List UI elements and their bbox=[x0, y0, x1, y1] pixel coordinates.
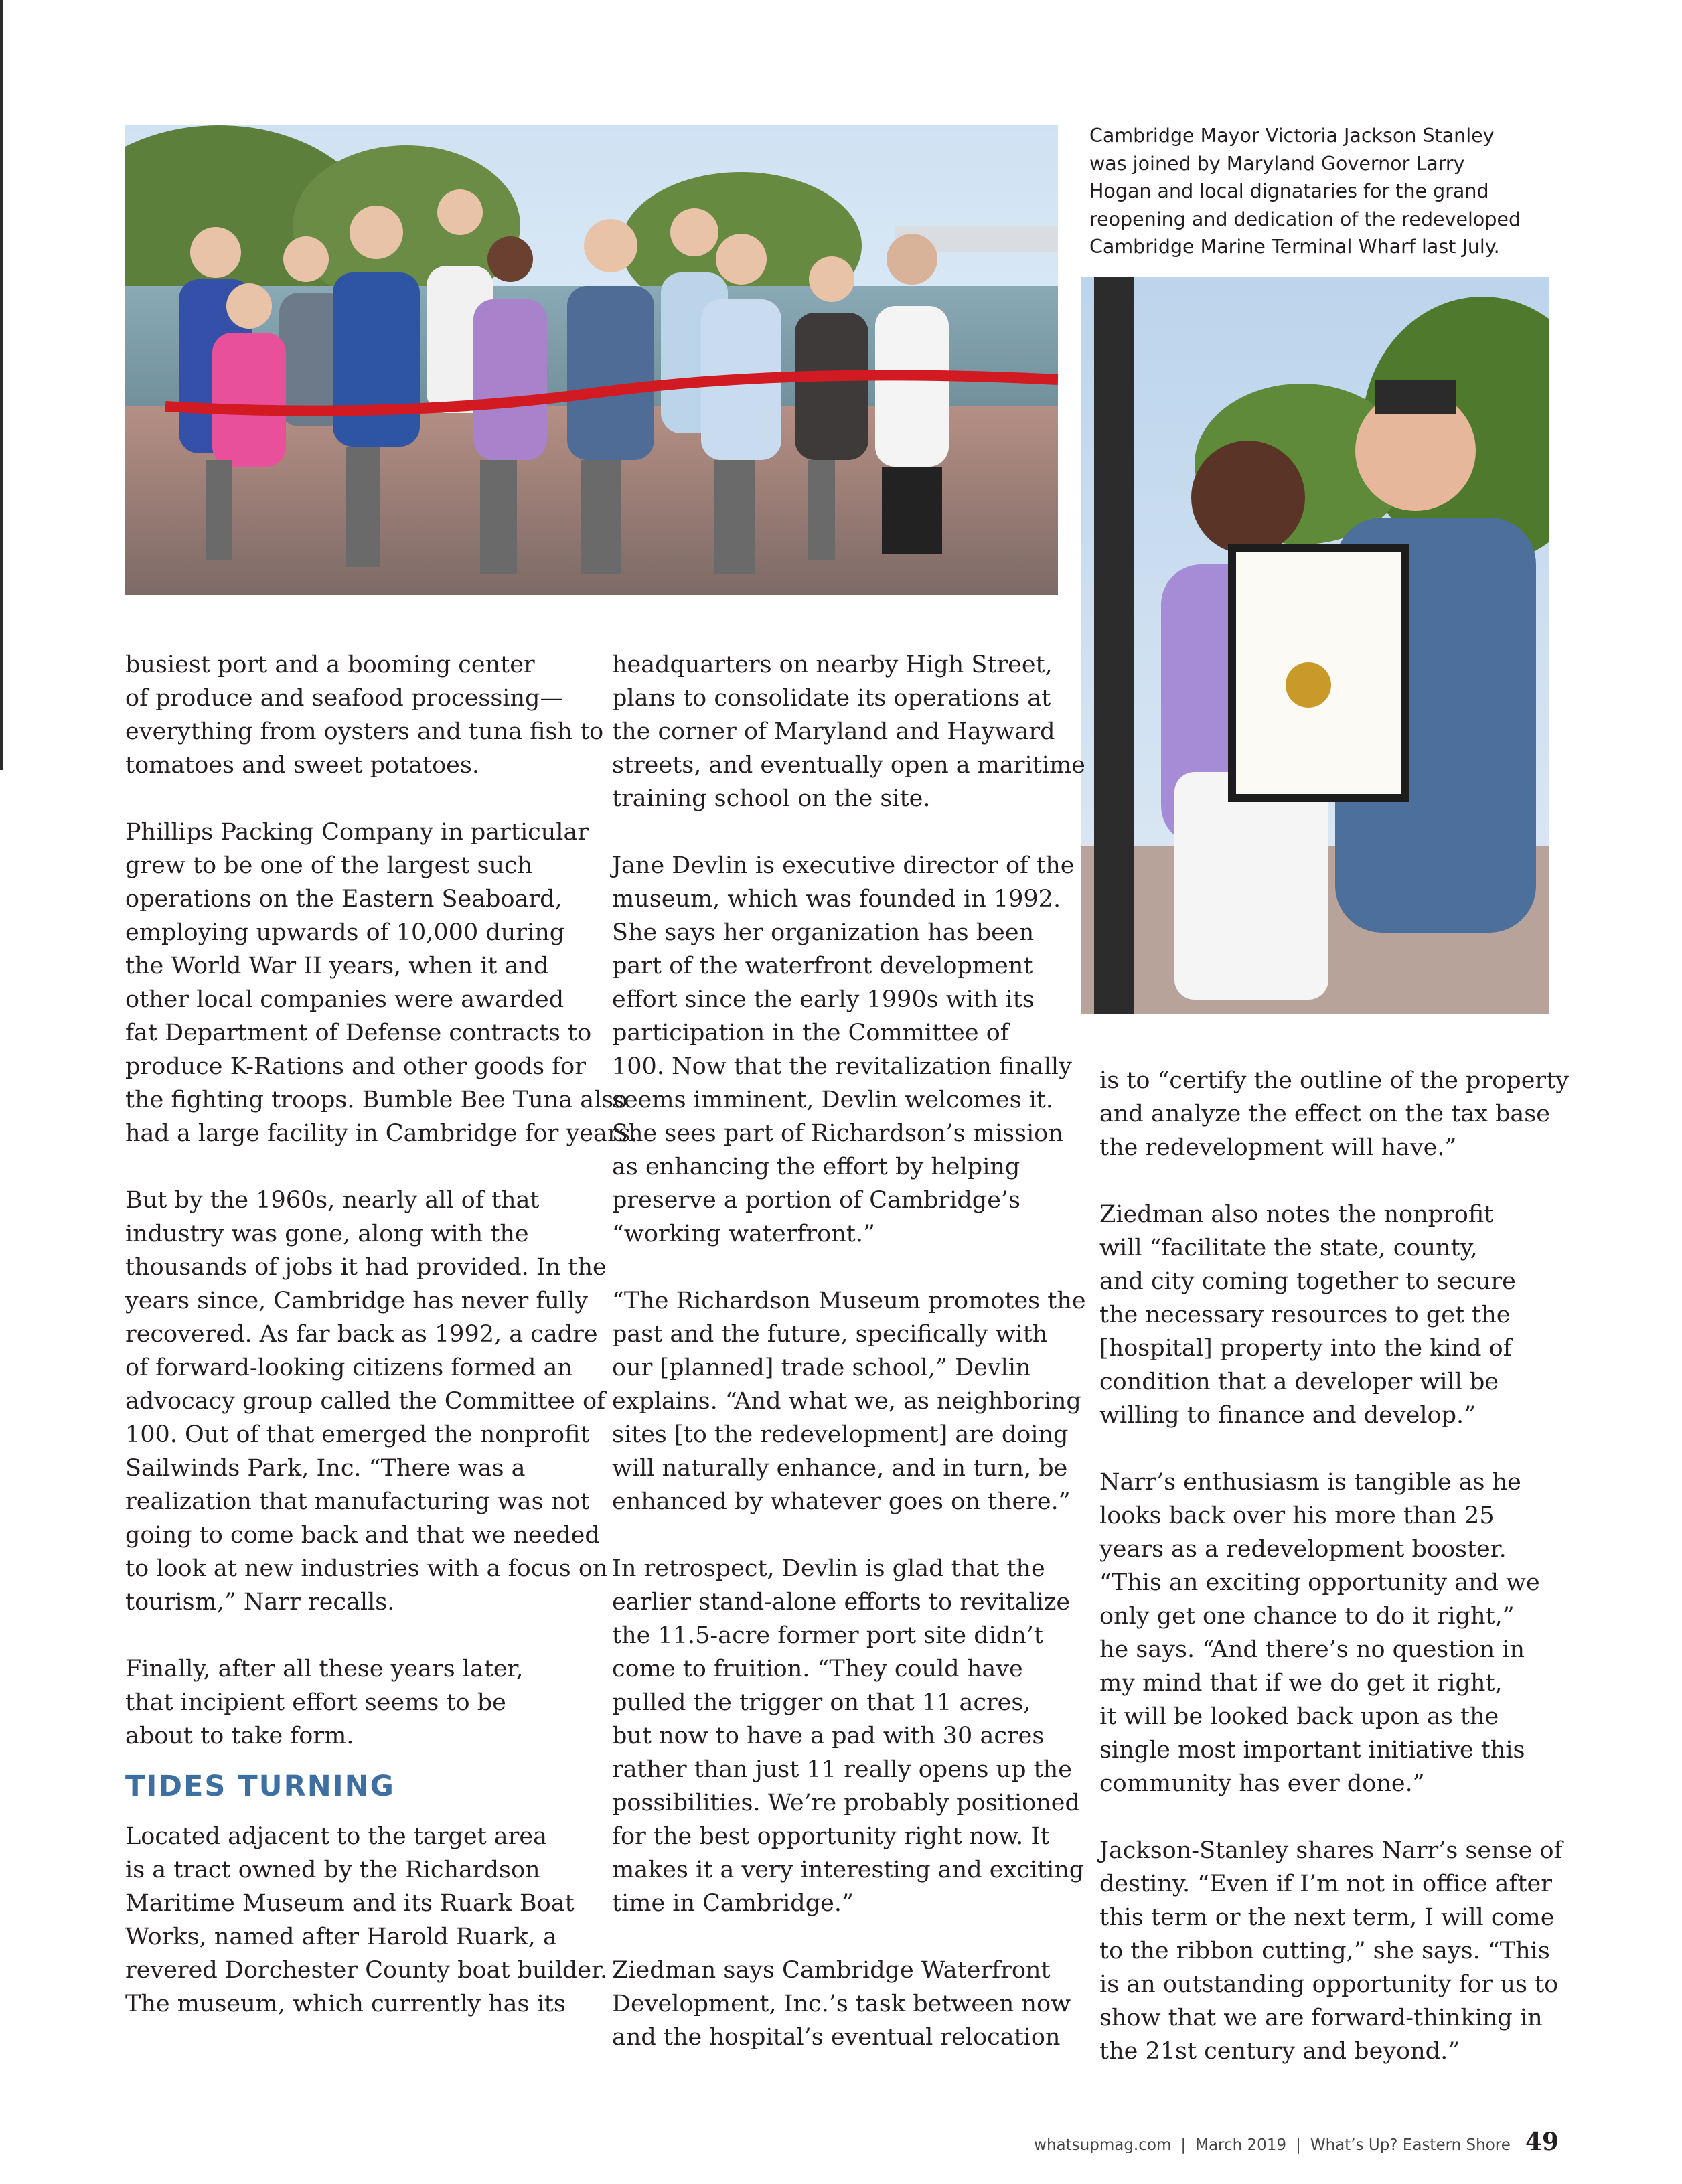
text-line: [hospital] property into the kind of bbox=[1099, 1335, 1512, 1362]
paragraph bbox=[1099, 1198, 1569, 1432]
text-line: my mind that if we do get it right, bbox=[1099, 1670, 1503, 1697]
text-line: 100. Out of that emerged the nonprofit bbox=[125, 1421, 590, 1448]
paragraph bbox=[612, 1552, 1086, 1920]
text-line: everything from oysters and tuna fish to bbox=[125, 718, 604, 745]
text-line: that incipient effort seems to be bbox=[125, 1689, 506, 1716]
paragraph bbox=[612, 648, 1086, 815]
text-line: looks back over his more than 25 bbox=[1099, 1502, 1495, 1529]
text-line: makes it a very interesting and exciting bbox=[612, 1857, 1085, 1883]
text-line: to the ribbon cutting,” she says. “This bbox=[1099, 1938, 1550, 1964]
text-line: realization that manufacturing was not bbox=[125, 1488, 590, 1515]
text-line: Located adjacent to the target area bbox=[125, 1823, 547, 1850]
text-line: 100. Now that the revitalization finally bbox=[612, 1053, 1072, 1080]
text-line: The museum, which currently has its bbox=[125, 1991, 566, 2017]
paragraph bbox=[612, 1284, 1086, 1518]
text-line: Phillips Packing Company in particular bbox=[125, 819, 589, 846]
footer-issue: March 2019 bbox=[1195, 2136, 1287, 2154]
text-line: the 11.5-acre former port site didn’t bbox=[612, 1622, 1043, 1649]
text-line: advocacy group called the Committee of bbox=[125, 1388, 606, 1415]
text-line: Jane Devlin is executive director of the bbox=[612, 852, 1075, 879]
text-line: In retrospect, Devlin is glad that the bbox=[612, 1555, 1045, 1582]
text-line: recovered. As far back as 1992, a cadre bbox=[125, 1321, 598, 1348]
text-line: thousands of jobs it had provided. In the bbox=[125, 1254, 607, 1281]
text-line: past and the future, specifically with bbox=[612, 1321, 1048, 1348]
text-line: “working waterfront.” bbox=[612, 1221, 875, 1247]
text-line: plans to consolidate its operations at bbox=[612, 685, 1051, 712]
text-line: and the hospital’s eventual relocation bbox=[612, 2024, 1061, 2051]
text-line: Sailwinds Park, Inc. “There was a bbox=[125, 1455, 526, 1482]
text-line: years since, Cambridge has never fully bbox=[125, 1288, 588, 1314]
text-line: pulled the trigger on that 11 acres, bbox=[612, 1689, 1031, 1716]
text-line: enhanced by whatever goes on there.” bbox=[612, 1488, 1071, 1515]
text-line: tomatoes and sweet potatoes. bbox=[125, 752, 479, 779]
text-line: Maritime Museum and its Ruark Boat bbox=[125, 1890, 575, 1917]
footer-publication: What’s Up? Eastern Shore bbox=[1310, 2136, 1511, 2154]
text-line: the World War II years, when it and bbox=[125, 953, 549, 980]
text-line: Jackson-Stanley shares Narr’s sense of bbox=[1099, 1837, 1563, 1864]
paragraph bbox=[612, 849, 1086, 1251]
paragraph bbox=[125, 1184, 638, 1619]
text-line: community has ever done.” bbox=[1099, 1770, 1425, 1797]
footer-separator: | bbox=[1296, 2136, 1301, 2154]
text-line: effort since the early 1990s with its bbox=[612, 986, 1035, 1013]
photo-caption bbox=[1089, 122, 1558, 261]
text-line: is a tract owned by the Richardson bbox=[125, 1857, 540, 1883]
text-line: employing upwards of 10,000 during bbox=[125, 919, 565, 946]
text-line: She says her organization has been bbox=[612, 919, 1035, 946]
caption-line: Hogan and local dignataries for the grand bbox=[1089, 180, 1489, 202]
text-line: Finally, after all these years later, bbox=[125, 1656, 524, 1683]
page-footer bbox=[1034, 2128, 1559, 2161]
text-line: come to fruition. “They could have bbox=[612, 1656, 1023, 1683]
text-line: Ziedman says Cambridge Waterfront bbox=[612, 1957, 1051, 1984]
text-line: museum, which was founded in 1992. bbox=[612, 886, 1061, 913]
text-line: explains. “And what we, as neighboring bbox=[612, 1388, 1081, 1415]
text-line: sites [to the redevelopment] are doing bbox=[612, 1421, 1069, 1448]
article-column-3 bbox=[1099, 1064, 1569, 2068]
text-line: She sees part of Richardson’s mission bbox=[612, 1120, 1063, 1147]
text-line: is to “certify the outline of the property bbox=[1099, 1067, 1569, 1094]
text-line: for the best opportunity right now. It bbox=[612, 1823, 1050, 1850]
text-line: part of the waterfront development bbox=[612, 953, 1033, 980]
text-line: of produce and seafood processing— bbox=[125, 685, 564, 712]
text-line: headquarters on nearby High Street, bbox=[612, 651, 1053, 678]
text-line: Ziedman also notes the nonprofit bbox=[1099, 1201, 1494, 1228]
footer-site-link[interactable]: whatsupmag.com bbox=[1034, 2136, 1172, 2154]
text-line: earlier stand-alone efforts to revitalize bbox=[612, 1589, 1071, 1616]
text-line: show that we are forward-thinking in bbox=[1099, 2005, 1543, 2031]
text-line: the fighting troops. Bumble Bee Tuna also bbox=[125, 1087, 628, 1113]
text-line: “This an exciting opportunity and we bbox=[1099, 1569, 1540, 1596]
text-line: the corner of Maryland and Hayward bbox=[612, 718, 1055, 745]
text-line: Development, Inc.’s task between now bbox=[612, 1991, 1071, 2017]
text-line: only get one chance to do it right,” bbox=[1099, 1603, 1515, 1630]
paragraph bbox=[125, 815, 638, 1150]
text-line: our [planned] trade school,” Devlin bbox=[612, 1354, 1031, 1381]
text-line: this term or the next term, I will come bbox=[1099, 1904, 1555, 1931]
text-line: But by the 1960s, nearly all of that bbox=[125, 1187, 540, 1214]
text-line: going to come back and that we needed bbox=[125, 1522, 600, 1549]
text-line: grew to be one of the largest such bbox=[125, 852, 533, 879]
paragraph bbox=[125, 648, 638, 782]
text-line: participation in the Committee of bbox=[612, 1020, 1009, 1046]
text-line: to look at new industries with a focus on bbox=[125, 1555, 608, 1582]
text-line: tourism,” Narr recalls. bbox=[125, 1589, 395, 1616]
text-line: will naturally enhance, and in turn, be bbox=[612, 1455, 1068, 1482]
text-line: but now to have a pad with 30 acres bbox=[612, 1723, 1045, 1749]
text-line: had a large facility in Cambridge for years. bbox=[125, 1120, 638, 1147]
footer-separator: | bbox=[1180, 2136, 1187, 2154]
text-line: and city coming together to secure bbox=[1099, 1268, 1516, 1295]
text-line: streets, and eventually open a maritime bbox=[612, 752, 1085, 779]
text-line: condition that a developer will be bbox=[1099, 1369, 1499, 1395]
paragraph bbox=[1099, 1466, 1569, 1800]
text-line: willing to finance and develop.” bbox=[1099, 1402, 1476, 1429]
text-line: operations on the Eastern Seaboard, bbox=[125, 886, 562, 913]
text-line: single most important initiative this bbox=[1099, 1737, 1525, 1764]
text-line: seems imminent, Devlin welcomes it. bbox=[612, 1087, 1054, 1113]
text-line: other local companies were awarded bbox=[125, 986, 564, 1013]
text-line: the necessary resources to get the bbox=[1099, 1302, 1511, 1328]
paragraph bbox=[612, 1954, 1086, 2054]
text-line: it will be looked back upon as the bbox=[1099, 1703, 1499, 1730]
page-number: 49 bbox=[1525, 2128, 1559, 2156]
text-line: is an outstanding opportunity for us to bbox=[1099, 1971, 1559, 1998]
text-line: time in Cambridge.” bbox=[612, 1890, 854, 1917]
page-edge-bar bbox=[0, 0, 3, 770]
text-line: fat Department of Defense contracts to bbox=[125, 1020, 592, 1046]
text-line: Works, named after Harold Ruark, a bbox=[125, 1924, 557, 1950]
section-heading: TIDES TURNING bbox=[125, 1770, 395, 1803]
text-line: of forward-looking citizens formed an bbox=[125, 1354, 572, 1381]
caption-line: Cambridge Marine Terminal Wharf last July. bbox=[1089, 236, 1500, 258]
text-line: possibilities. We’re probably positioned bbox=[612, 1790, 1080, 1816]
paragraph bbox=[1099, 1834, 1569, 2068]
article-column-2 bbox=[612, 648, 1086, 2054]
paragraph bbox=[125, 1652, 638, 1753]
paragraph bbox=[1099, 1064, 1569, 1164]
text-line: will “facilitate the state, county, bbox=[1099, 1235, 1478, 1261]
text-line: about to take form. bbox=[125, 1723, 354, 1749]
text-line: “The Richardson Museum promotes the bbox=[612, 1288, 1086, 1314]
text-line: revered Dorchester County boat builder. bbox=[125, 1957, 608, 1984]
text-line: destiny. “Even if I’m not in office after bbox=[1099, 1871, 1552, 1897]
certificate-presentation-photo bbox=[1081, 277, 1549, 1014]
text-line: preserve a portion of Cambridge’s bbox=[612, 1187, 1020, 1214]
caption-line: was joined by Maryland Governor Larry bbox=[1089, 152, 1465, 175]
caption-line: Cambridge Mayor Victoria Jackson Stanley bbox=[1089, 125, 1495, 147]
text-line: he says. “And there’s no question in bbox=[1099, 1636, 1525, 1663]
text-line: the 21st century and beyond.” bbox=[1099, 2038, 1460, 2065]
text-line: the redevelopment will have.” bbox=[1099, 1134, 1457, 1161]
text-line: and analyze the effect on the tax base bbox=[1099, 1101, 1550, 1127]
text-line: rather than just 11 really opens up the bbox=[612, 1756, 1072, 1783]
paragraph bbox=[125, 1820, 638, 2021]
caption-line: reopening and dedication of the redeveloped bbox=[1089, 208, 1521, 230]
text-line: training school on the site. bbox=[612, 785, 931, 812]
article-column-1 bbox=[125, 648, 638, 2021]
ribbon-cutting-photo bbox=[125, 125, 1058, 595]
text-line: busiest port and a booming center bbox=[125, 651, 535, 678]
text-line: industry was gone, along with the bbox=[125, 1221, 529, 1247]
text-line: produce K-Rations and other goods for bbox=[125, 1053, 586, 1080]
text-line: Narr’s enthusiasm is tangible as he bbox=[1099, 1469, 1521, 1496]
text-line: years as a redevelopment booster. bbox=[1099, 1536, 1507, 1563]
text-line: as enhancing the effort by helping bbox=[612, 1154, 1020, 1180]
